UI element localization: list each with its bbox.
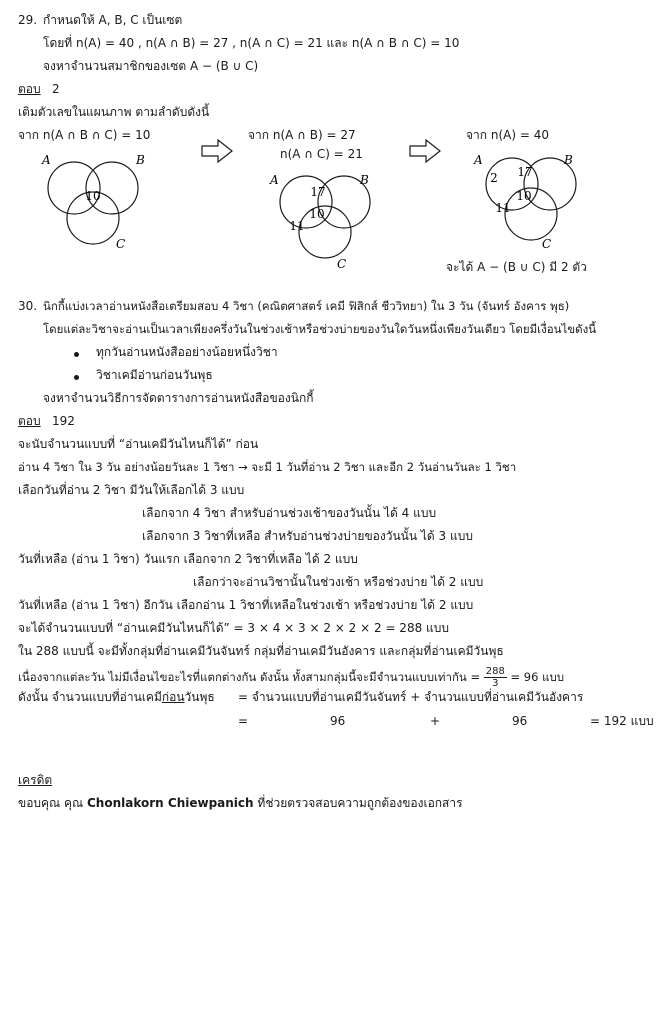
q30-solution-line: เลือกจาก 4 วิชา สำหรับอ่านช่วงเช้าของวันนั้น ได้ 4 แบบ <box>142 506 437 520</box>
q30-solution-line: เลือกจาก 3 วิชาที่เหลือ สำหรับอ่านช่วงบ่ายของวันนั้น ได้ 3 แบบ <box>142 529 473 543</box>
venn1-label-b: B <box>136 153 145 167</box>
arrow-right-icon <box>200 138 234 164</box>
q30-solution-line: วันที่เหลือ (อ่าน 1 วิชา) วันแรก เลือกจาก 2 วิชาที่เหลือ ได้ 2 แบบ <box>18 552 358 566</box>
q30-solution-line: วันที่เหลือ (อ่าน 1 วิชา) อีกวัน เลือกอ่าน 1 วิชาที่เหลือในช่วงเช้า หรือช่วงบ่าย ได้ 2 แบบ <box>18 598 474 612</box>
venn2-value-abc: 10 <box>309 207 325 221</box>
fraction <box>484 666 507 689</box>
q30-equal-groups-result: = 96 แบบ <box>510 670 565 684</box>
venn2-label-a: A <box>270 173 279 187</box>
venn3-label-b: B <box>564 153 573 167</box>
q30-final-value-monday: 96 <box>330 714 346 728</box>
venn3-value-ac: 11 <box>495 201 511 215</box>
venn1-circle-a <box>48 162 100 214</box>
fraction-denominator: 3 <box>492 678 499 689</box>
q30-final-equation: = จำนวนแบบที่อ่านเคมีวันจันทร์ + จำนวนแบบที่อ่านเคมีวันอังคาร <box>238 690 584 704</box>
arrow-right-icon <box>408 138 442 164</box>
q30-solution-line: ใน 288 แบบนี้ จะมีทั้งกลุ่มที่อ่านเคมีวันจันทร์ กลุ่มที่อ่านเคมีวันอังคาร และกลุ่มที่อ่านเคมีวันพุธ <box>18 644 504 658</box>
q30-solution-line: อ่าน 4 วิชา ใน 3 วัน อย่างน้อยวันละ 1 วิชา → จะมี 1 วันที่อ่าน 2 วิชา และอีก 2 วันอ่านวันละ 1 วิชา <box>18 460 517 474</box>
q30-answer: 192 <box>52 414 75 428</box>
credit-text-suffix: ที่ช่วยตรวจสอบความถูกต้องของเอกสาร <box>257 796 463 810</box>
q29-step2b: n(A ∩ C) = 21 <box>280 147 363 161</box>
venn1-label-a: A <box>42 153 51 167</box>
q30-final-value-tuesday: 96 <box>512 714 528 728</box>
credit-text-prefix: ขอบคุณ คุณ <box>18 796 84 810</box>
q29-answer-label: ตอบ <box>18 82 41 96</box>
venn1-label-c: C <box>116 237 126 251</box>
venn3-value-abc: 10 <box>516 189 532 203</box>
venn-diagram-step2 <box>262 168 392 276</box>
q30-final-prefix: ดังนั้น จำนวนแบบที่อ่านเคมี <box>18 690 162 704</box>
credit-name: Chonlakorn Chiewpanich <box>87 796 254 810</box>
q30-line1: นิกกี้แบ่งเวลาอ่านหนังสือเตรียมสอบ 4 วิชา (คณิตศาสตร์ เคมี ฟิสิกส์ ชีววิทยา) ใน 3 วัน (จันทร์ อังคาร พุธ) <box>43 299 570 313</box>
venn3-label-c: C <box>542 237 552 251</box>
bullet-dot <box>74 375 79 380</box>
q30-final-plus: + <box>430 714 441 728</box>
venn3-value-ab: 17 <box>517 165 533 179</box>
q29-number: 29. <box>18 13 38 27</box>
q29-conclusion: จะได้ A − (B ∪ C) มี 2 ตัว <box>446 260 587 274</box>
venn-diagram-step3 <box>468 148 598 256</box>
venn2-value-ac: 11 <box>289 219 305 233</box>
venn3-label-a: A <box>474 153 483 167</box>
q29-step3: จาก n(A) = 40 <box>466 128 549 142</box>
q29-given: กำหนดให้ A, B, C เป็นเซต <box>43 13 183 27</box>
bullet-dot <box>74 352 79 357</box>
q29-step2a: จาก n(A ∩ B) = 27 <box>248 128 356 142</box>
venn2-label-b: B <box>360 173 369 187</box>
q30-number: 30. <box>18 299 38 313</box>
venn1-value-abc: 10 <box>85 189 101 203</box>
venn3-value-a-only: 2 <box>490 171 498 185</box>
q30-bullet1: ทุกวันอ่านหนังสืออย่างน้อยหนึ่งวิชา <box>96 345 278 359</box>
q30-answer-label: ตอบ <box>18 414 41 428</box>
q30-solution-line <box>18 689 215 705</box>
q29-step1: จาก n(A ∩ B ∩ C) = 10 <box>18 128 151 142</box>
q30-final-equals: = <box>238 714 249 728</box>
credit-text <box>18 795 463 811</box>
q30-equal-groups-text: เนื่องจากแต่ละวัน ไม่มีเงื่อนไขอะไรที่แตกต่างกัน ดังนั้น ทั้งสามกลุ่มนี้จะมีจำนวนแบบเท่ากัน = <box>18 670 481 684</box>
venn1-circle-b <box>86 162 138 214</box>
q30-final-suffix: วันพุธ <box>184 690 215 704</box>
q30-solution-line: จะนับจำนวนแบบที่ “อ่านเคมีวันไหนก็ได้” ก่อน <box>18 437 259 451</box>
q30-solution-line <box>18 666 564 689</box>
venn2-label-c: C <box>337 257 347 271</box>
q29-answer: 2 <box>52 82 60 96</box>
q30-final-underlined: ก่อน <box>161 690 185 704</box>
q30-solution-line: เลือกวันที่อ่าน 2 วิชา มีวันให้เลือกได้ 3 แบบ <box>18 483 245 497</box>
venn2-value-ab: 17 <box>310 185 326 199</box>
q29-condition: โดยที่ n(A) = 40 , n(A ∩ B) = 27 , n(A ∩ C) = 21 และ n(A ∩ B ∩ C) = 10 <box>43 36 460 50</box>
q30-solution-line: เลือกว่าจะอ่านวิชานั้นในช่วงเช้า หรือช่วงบ่าย ได้ 2 แบบ <box>193 575 484 589</box>
fraction-numerator: 288 <box>485 666 505 677</box>
q30-question: จงหาจำนวนวิธีการจัดตารางการอ่านหนังสือของนิกกี้ <box>43 391 314 405</box>
venn-diagram-step1 <box>30 150 160 260</box>
venn2-circle-c <box>299 206 351 258</box>
q29-question: จงหาจำนวนสมาชิกของเซต A − (B ∪ C) <box>43 59 259 73</box>
q29-method: เติมตัวเลขในแผนภาพ ตามลำดับดังนี้ <box>18 105 210 119</box>
q30-solution-line: จะได้จำนวนแบบที่ “อ่านเคมีวันไหนก็ได้” = 3 × 4 × 3 × 2 × 2 × 2 = 288 แบบ <box>18 621 449 635</box>
q30-line2: โดยแต่ละวิชาจะอ่านเป็นเวลาเพียงครึ่งวันในช่วงเช้าหรือช่วงบ่ายของวันใดวันหนึ่งเพียงวันเดียว โดยมีเงื่อนไขดังนี้ <box>43 322 597 336</box>
credit-title: เครดิต <box>18 773 53 787</box>
q30-final-total: = 192 แบบ <box>590 714 654 728</box>
q30-bullet2: วิชาเคมีอ่านก่อนวันพุธ <box>96 368 213 382</box>
